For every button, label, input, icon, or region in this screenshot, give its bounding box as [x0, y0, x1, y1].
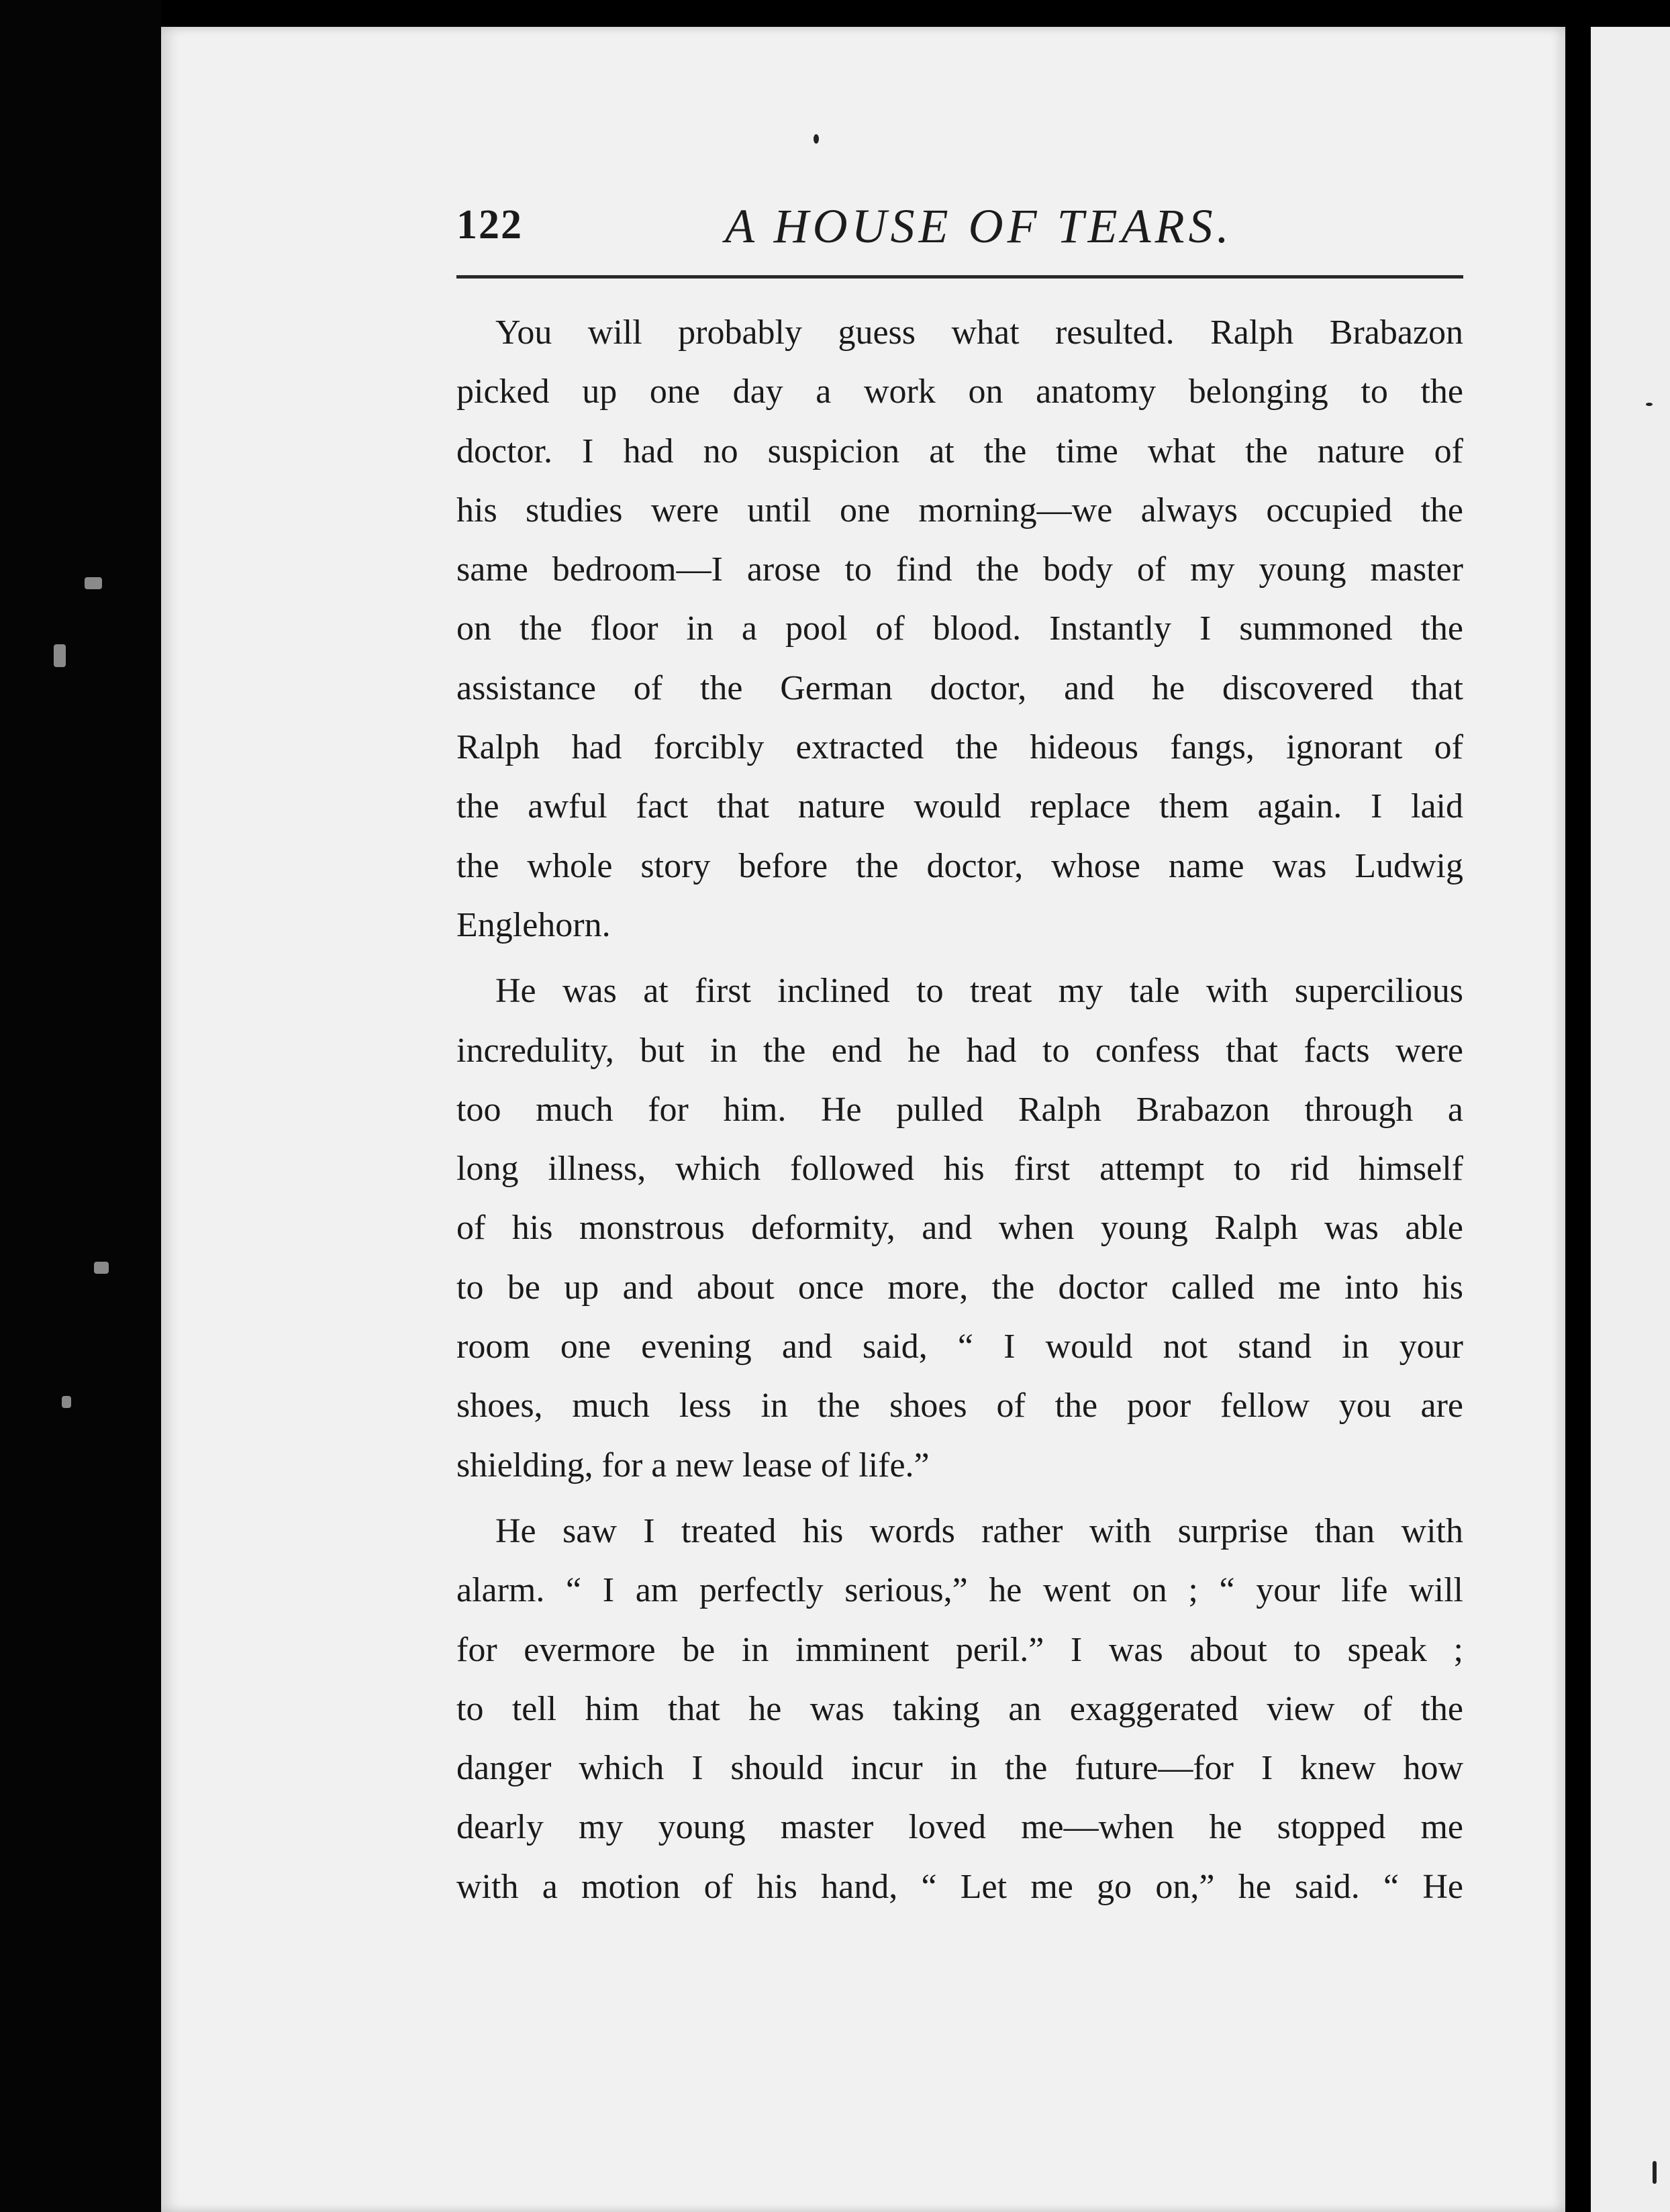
left-dark-margin — [0, 0, 161, 2212]
text-line: shielding, for a new lease of life.” — [456, 1446, 930, 1485]
edge-speck — [62, 1396, 71, 1408]
header-rule — [456, 275, 1463, 279]
text-line: to be up and about once more, the doctor called me into his — [456, 1268, 1463, 1307]
page-gutter — [1565, 0, 1591, 2212]
text-line: picked up one day a work on anatomy belonging to the — [456, 372, 1463, 411]
text-line: He was at first inclined to treat my tale with supercilious — [495, 972, 1463, 1011]
text-line: for evermore be in imminent peril.” I was about to speak ; — [456, 1630, 1463, 1669]
running-header — [456, 192, 1463, 266]
text-line: too much for him. He pulled Ralph Brabazon through a — [456, 1090, 1463, 1129]
paragraph-gap — [456, 955, 1463, 962]
text-line: You will probably guess what resulted. Ralph Brabazon — [495, 313, 1463, 352]
text-line: with a motion of his hand, “ Let me go on,” he said. “ He — [456, 1867, 1463, 1906]
paragraph — [456, 962, 1463, 1495]
text-line: to tell him that he was taking an exaggerated view of the — [456, 1689, 1463, 1728]
edge-speck — [94, 1262, 109, 1274]
edge-speck — [54, 644, 66, 667]
paragraph — [456, 303, 1463, 955]
text-line: Englehorn. — [456, 905, 611, 944]
text-line: alarm. “ I am perfectly serious,” he went on ; “ your life will — [456, 1571, 1463, 1610]
text-line: dearly my young master loved me—when he stopped me — [456, 1808, 1463, 1847]
adjacent-page-edge — [1591, 27, 1670, 2212]
text-line: his studies were until one morning—we always occupied the — [456, 491, 1463, 530]
text-line: long illness, which followed his first attempt to rid himself — [456, 1150, 1463, 1189]
text-line: incredulity, but in the end he had to confess that facts were — [456, 1031, 1463, 1070]
running-title: A HOUSE OF TEARS. — [725, 199, 1233, 253]
text-line: on the floor in a pool of blood. Instantly I summoned the — [456, 609, 1463, 648]
text-line: doctor. I had no suspicion at the time what the nature of — [456, 432, 1463, 470]
text-line: room one evening and said, “ I would not stand in your — [456, 1327, 1463, 1366]
text-line: assistance of the German doctor, and he discovered that — [456, 668, 1463, 707]
paragraph — [456, 1502, 1463, 1917]
text-line: the awful fact that nature would replace them again. I laid — [456, 787, 1463, 826]
page-speck — [814, 134, 819, 144]
text-line: shoes, much less in the shoes of the poor fellow you are — [456, 1387, 1463, 1425]
text-line: same bedroom—I arose to find the body of my young master — [456, 550, 1463, 589]
paragraph-gap — [456, 1495, 1463, 1502]
text-line: the whole story before the doctor, whose name was Ludwig — [456, 846, 1463, 885]
page-speck — [1646, 403, 1653, 406]
text-line: He saw I treated his words rather with surprise than with — [495, 1511, 1463, 1550]
text-line: danger which I should incur in the future—for I knew how — [456, 1749, 1463, 1788]
edge-speck — [85, 577, 102, 589]
text-line: Ralph had forcibly extracted the hideous fangs, ignorant of — [456, 728, 1463, 767]
body-text — [456, 303, 1463, 1917]
text-line: of his monstrous deformity, and when young Ralph was able — [456, 1209, 1463, 1248]
page-number: 122 — [456, 202, 523, 248]
page-speck — [1653, 2161, 1657, 2184]
